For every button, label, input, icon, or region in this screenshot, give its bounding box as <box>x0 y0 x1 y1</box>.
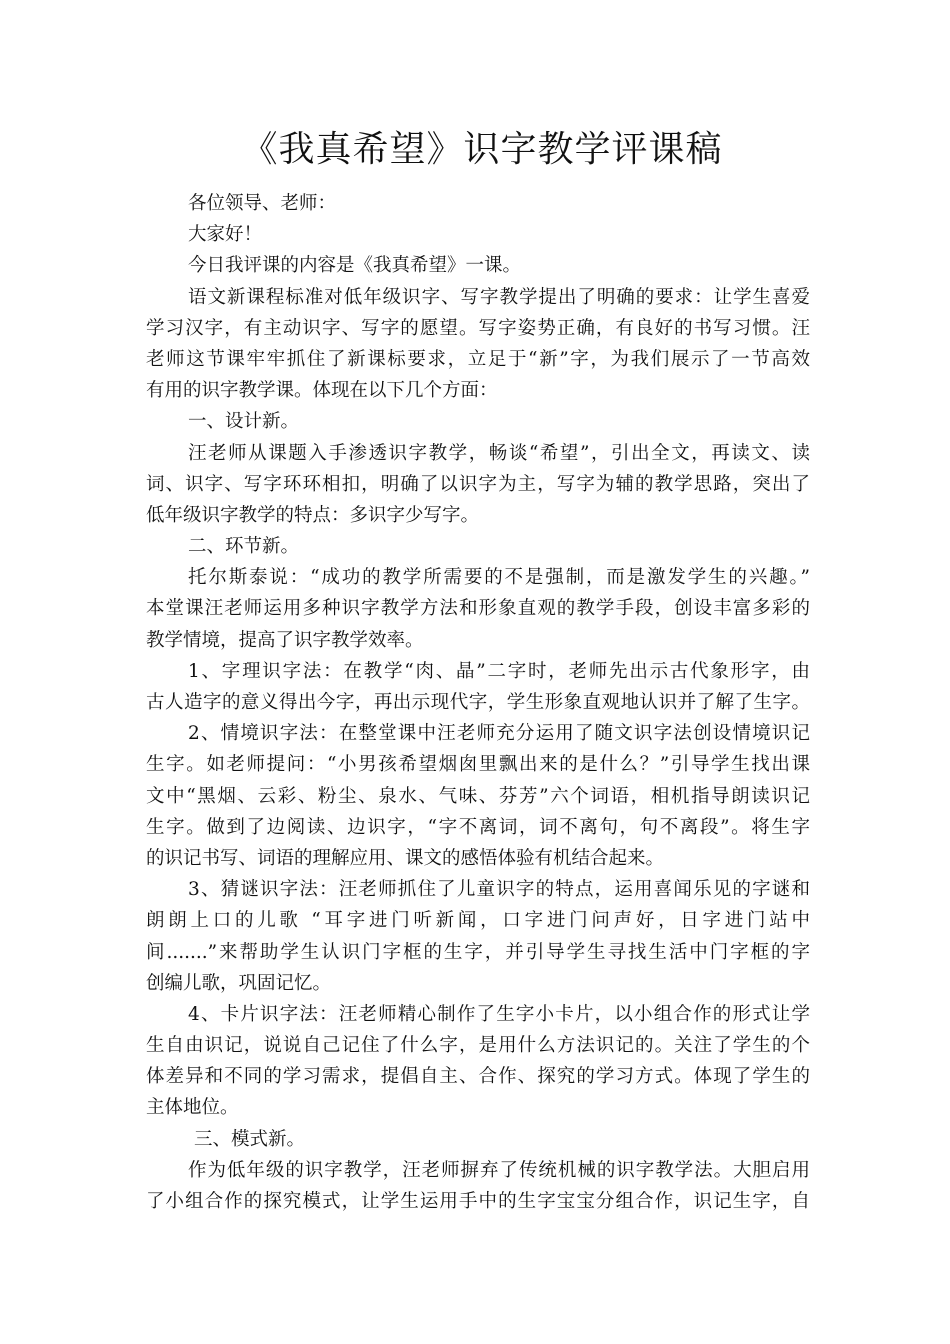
paragraph-line: 词、识字、写字环环相扣，明确了以识字为主，写字为辅的教学思路，突出了 <box>146 473 810 495</box>
paragraph-line: 教学情境，提高了识字教学效率。 <box>146 629 424 651</box>
salutation-line: 各位领导、老师： <box>188 193 337 214</box>
paragraph-line: 生字。做到了边阅读、边识字，“字不离词，词不离句，句不离段”。将生字 <box>146 816 810 838</box>
paragraph-line: 有用的识字教学课。体现在以下几个方面： <box>146 380 498 402</box>
paragraph-line: 低年级识字教学的特点：多识字少写字。 <box>146 504 480 526</box>
paragraph-line: 4、卡片识字法：汪老师精心制作了生字小卡片，以小组合作的形式让学 <box>188 1003 810 1025</box>
paragraph-line: 的识记书写、词语的理解应用、课文的感悟体验有机结合起来。 <box>146 847 665 869</box>
paragraph-line: 生字。如老师提问：“小男孩希望烟囱里飘出来的是什么？”引导学生找出课 <box>146 754 810 776</box>
paragraph-line: 生自由识记，说说自己记住了什么字，是用什么方法识记的。关注了学生的个 <box>146 1035 810 1057</box>
greeting-line: 大家好！ <box>188 224 263 246</box>
paragraph-line: 文中“黑烟、云彩、粉尘、泉水、气味、芬芳”六个词语，相机指导朗读识记 <box>146 785 810 807</box>
section-heading: 二、环节新。 <box>188 536 300 558</box>
paragraph-line: 创编儿歌，巩固记忆。 <box>146 972 332 994</box>
section-heading: 三、模式新。 <box>194 1128 306 1150</box>
paragraph-line: 汪老师从课题入手渗透识字教学，畅谈“希望”，引出全文，再读文、读 <box>188 442 810 464</box>
paragraph-line: 间.......”来帮助学生认识门字框的生字，并引导学生寻找生活中门字框的字 <box>146 941 810 963</box>
paragraph-line: 学习汉字，有主动识字、写字的愿望。写字姿势正确，有良好的书写习惯。汪 <box>146 317 810 339</box>
paragraph-line: 朗朗上口的儿歌 “耳字进门听新闻，口字进门问声好，日字进门站中 <box>146 910 810 932</box>
paragraph-line: 体差异和不同的学习需求，提倡自主、合作、探究的学习方式。体现了学生的 <box>146 1066 810 1088</box>
paragraph-line: 了小组合作的探究模式，让学生运用手中的生字宝宝分组合作，识记生字，自 <box>146 1191 810 1212</box>
paragraph-line: 2、情境识字法：在整堂课中汪老师充分运用了随文识字法创设情境识记 <box>188 723 810 745</box>
paragraph-line: 本堂课汪老师运用多种识字教学方法和形象直观的教学手段，创设丰富多彩的 <box>146 598 810 620</box>
intro-line: 今日我评课的内容是《我真希望》一课。 <box>188 255 522 277</box>
section-heading: 一、设计新。 <box>188 411 300 433</box>
paragraph-line: 老师这节课牢牢抓住了新课标要求，立足于“新”字，为我们展示了一节高效 <box>146 348 810 370</box>
paragraph-line: 主体地位。 <box>146 1097 239 1119</box>
paragraph-line: 3、猜谜识字法：汪老师抓住了儿童识字的特点，运用喜闻乐见的字谜和 <box>188 879 810 901</box>
paragraph-line: 1、字理识字法：在教学“肉、晶”二字时，老师先出示古代象形字，由 <box>188 660 810 682</box>
paragraph-line: 古人造字的意义得出今字，再出示现代字，学生形象直观地认识并了解了生字。 <box>146 692 810 713</box>
document-body <box>146 188 810 1217</box>
paragraph-line: 作为低年级的识字教学，汪老师摒弃了传统机械的识字教学法。大胆启用 <box>188 1159 810 1181</box>
document-title: 《我真希望》识字教学评课稿 <box>241 129 723 170</box>
paragraph-line: 语文新课程标准对低年级识字、写字教学提出了明确的要求：让学生喜爱 <box>188 286 810 308</box>
paragraph-line: 托尔斯泰说：“成功的教学所需要的不是强制，而是激发学生的兴趣。” <box>188 567 810 589</box>
